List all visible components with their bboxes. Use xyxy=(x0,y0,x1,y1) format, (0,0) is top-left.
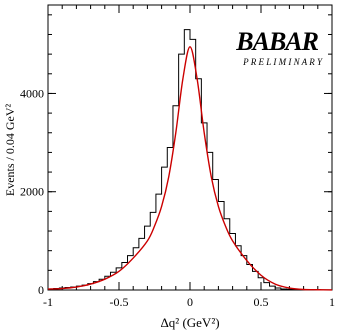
logo-subtitle: P R E L I M I N A R Y xyxy=(243,57,322,67)
x-tick-label: 0 xyxy=(187,295,193,309)
x-tick-label: 1 xyxy=(329,295,335,309)
y-tick-label: 0 xyxy=(38,283,44,297)
x-axis-label: Δq² (GeV²) xyxy=(160,315,220,330)
y-axis-label: Events / 0.04 GeV² xyxy=(3,103,17,197)
logo-text: BABAR xyxy=(236,27,318,56)
y-tick-label: 4000 xyxy=(20,86,44,101)
y-tick-label: 2000 xyxy=(20,184,44,199)
histogram-bars xyxy=(48,30,332,290)
x-tick-label: -1 xyxy=(43,295,53,309)
x-tick-label: 0.5 xyxy=(253,295,269,309)
babar-logo xyxy=(235,27,323,67)
x-tick-label: -0.5 xyxy=(109,295,129,309)
fit-curve xyxy=(48,47,332,290)
